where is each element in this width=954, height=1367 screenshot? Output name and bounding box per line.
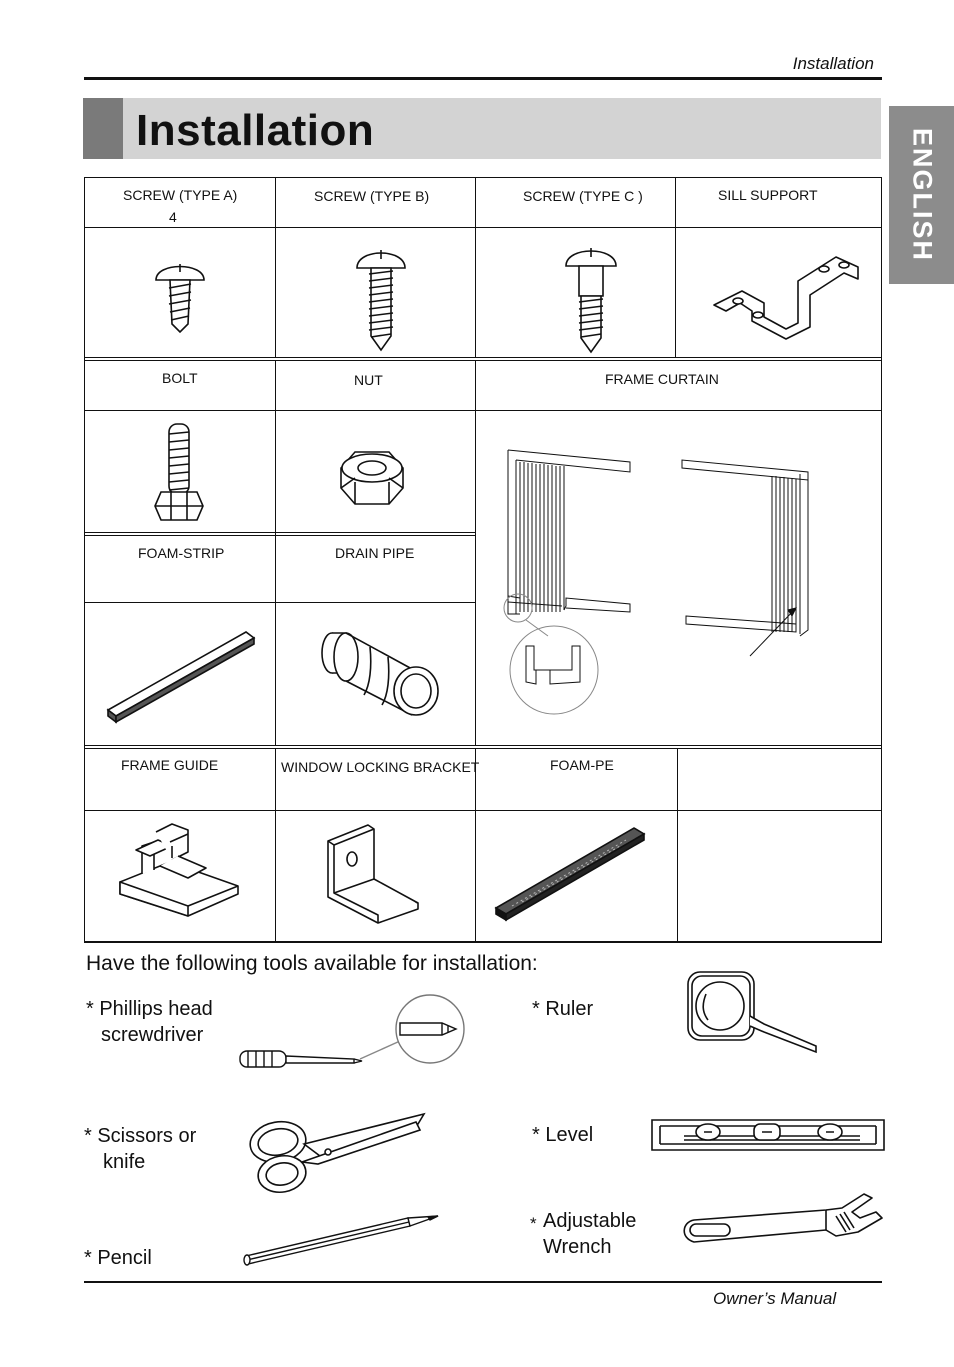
- window-locking-bracket-illustration: [324, 823, 424, 925]
- foam-pe-label: FOAM-PE: [550, 757, 614, 773]
- adjustable-wrench-illustration: [676, 1192, 888, 1252]
- language-tab: [889, 106, 954, 284]
- frame-curtain-label: FRAME CURTAIN: [605, 371, 719, 387]
- footer-rule: [84, 1281, 882, 1283]
- pencil-illustration: [242, 1212, 440, 1270]
- frame-guide-illustration: [112, 822, 242, 920]
- foam-pe-illustration: [492, 824, 648, 920]
- header-rule: [84, 77, 882, 80]
- wrench-label: [530, 1208, 636, 1260]
- screwdriver-label-line-2: screwdriver: [101, 1024, 204, 1046]
- wrench-label-star: *: [530, 1214, 537, 1233]
- screw-b-illustration: [354, 244, 408, 354]
- level-label: * Level: [532, 1124, 594, 1146]
- page-title: Installation: [136, 106, 375, 155]
- screwdriver-label: [86, 996, 213, 1048]
- title-bar-accent: [83, 98, 123, 159]
- sill-support-label: SILL SUPPORT: [718, 187, 818, 203]
- frame-guide-label: FRAME GUIDE: [121, 757, 219, 773]
- screw-b-label: SCREW (TYPE B): [314, 188, 430, 204]
- drain-pipe-label: DRAIN PIPE: [335, 545, 415, 561]
- ruler-label: * Ruler: [532, 998, 594, 1020]
- bolt-label: BOLT: [162, 370, 198, 386]
- screw-c-label: SCREW (TYPE C ): [523, 188, 643, 204]
- pencil-label: * Pencil: [84, 1247, 152, 1269]
- sill-support-illustration: [712, 243, 862, 339]
- nut-illustration: [337, 446, 407, 508]
- scissors-label-line-1: * Scissors or: [84, 1125, 197, 1147]
- foam-strip-illustration: [104, 628, 256, 722]
- phillips-screwdriver-illustration: [236, 993, 468, 1073]
- screw-a-illustration: [150, 254, 210, 336]
- screw-c-illustration: [563, 242, 619, 354]
- level-illustration: [650, 1114, 886, 1154]
- screw-a-quantity: 4: [169, 209, 177, 225]
- screwdriver-label-line-1: * Phillips head: [86, 998, 213, 1020]
- window-locking-bracket-label: WINDOW LOCKING BRACKET: [281, 759, 480, 775]
- tape-measure-illustration: [684, 966, 820, 1056]
- language-tab-label: ENGLISH: [907, 127, 937, 263]
- nut-label: NUT: [354, 372, 383, 388]
- foam-strip-label: FOAM-STRIP: [138, 545, 225, 561]
- header-section-label: Installation: [792, 54, 874, 73]
- drain-pipe-illustration: [312, 625, 442, 721]
- scissors-label: [84, 1123, 196, 1175]
- wrench-label-line-1: Adjustable: [543, 1210, 637, 1232]
- wrench-label-line-2: Wrench: [543, 1236, 612, 1258]
- screw-a-label: SCREW (TYPE A): [123, 187, 238, 203]
- footer-manual-label: Owner’s Manual: [713, 1289, 837, 1308]
- tools-heading: Have the following tools available for installation:: [86, 952, 538, 975]
- bolt-illustration: [151, 420, 207, 524]
- frame-curtain-illustration: [496, 446, 826, 716]
- scissors-label-line-2: knife: [103, 1151, 146, 1173]
- scissors-illustration: [248, 1110, 428, 1196]
